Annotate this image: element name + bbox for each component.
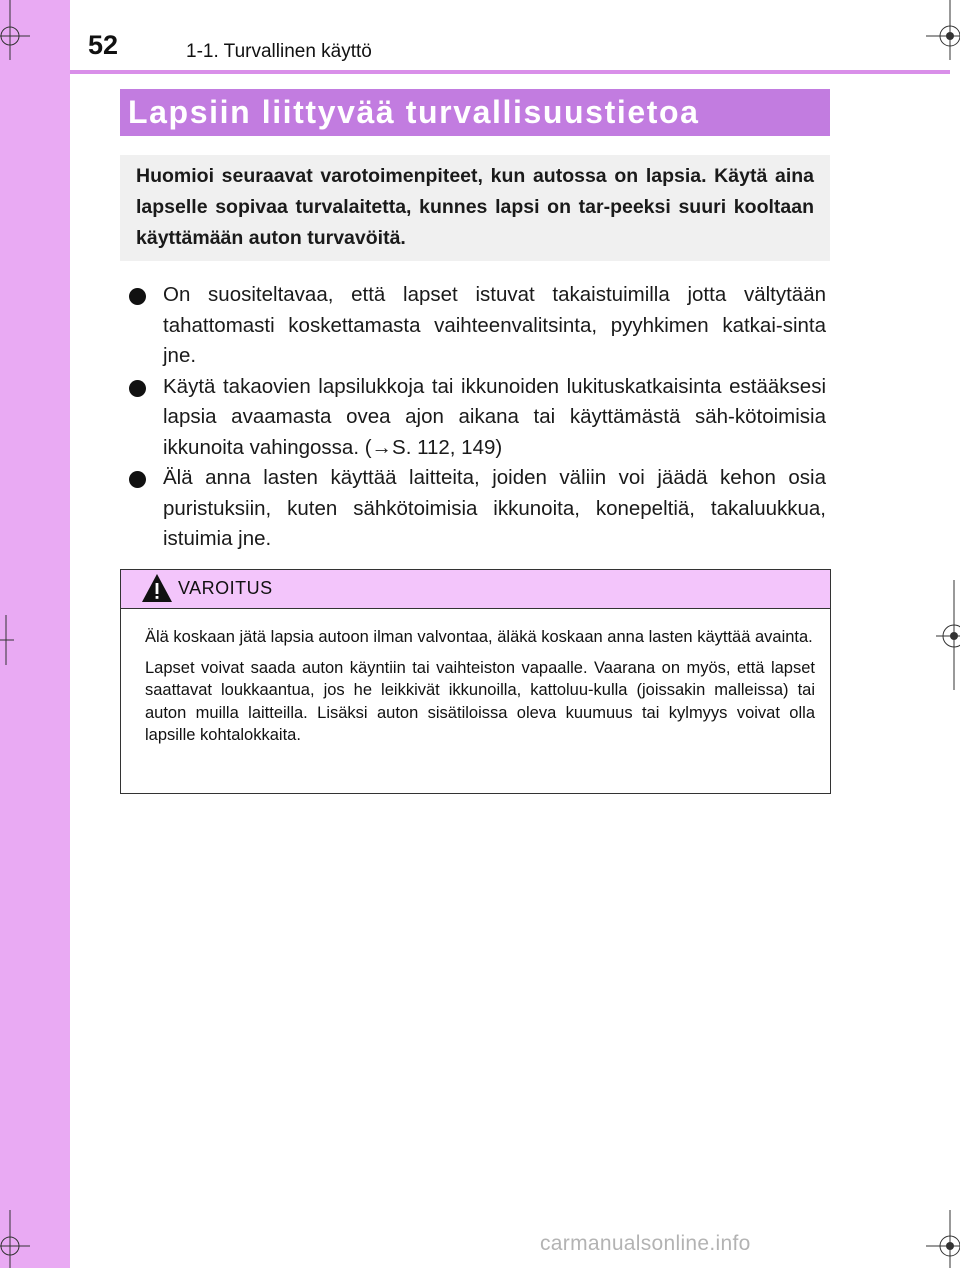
bullet-dot-icon <box>129 380 146 397</box>
header-rule <box>70 70 950 74</box>
section-title-bar <box>120 89 830 136</box>
warning-header <box>121 570 830 609</box>
bullet-dot-icon <box>129 471 146 488</box>
intro-box <box>120 155 830 261</box>
list-item-text: Käytä takaovien lapsilukkoja tai ikkunoiden lukituskatkaisinta estääksesi lapsia avaamasta ovea ajon aikana tai käyttämästä säh-kötoimisia ikkunoita vahingossa. (→S. 112, 149) <box>163 374 826 459</box>
warning-paragraph: Älä koskaan jätä lapsia autoon ilman valvontaa, äläkä koskaan anna lasten käyttää avainta. <box>145 628 813 646</box>
list-item-text: On suositeltavaa, että lapset istuvat takaistuimilla jotta vältytään tahattomasti koskettamasta vaihteenvalitsinta, pyyhkimen katkai-sinta jne. <box>163 283 826 367</box>
warning-paragraph: Lapset voivat saada auton käyntiin tai vaihteiston vapaalle. Vaarana on myös, että lapset saattavat loukkaantua, jos he leikkivät ikkunoilla, kattoluu-kulla (joissakin malleissa) tai auton muilla laitteilla. Lisäksi auton sisätiloissa oleva kuumuus tai kylmyys voivat olla lapsille kohtalokkaita. <box>145 658 815 744</box>
warning-label: VAROITUS <box>178 578 273 598</box>
list-item <box>126 463 826 555</box>
crop-mark-top-right <box>926 0 960 60</box>
warning-triangle-icon <box>141 573 173 603</box>
crop-mark-mid-left <box>0 615 14 665</box>
watermark: carmanualsonline.info <box>540 1232 751 1255</box>
list-item <box>126 372 826 464</box>
crop-mark-mid-right <box>936 580 960 690</box>
page-number: 52 <box>88 30 119 60</box>
section-reference: 1-1. Turvallinen käyttö <box>186 41 372 62</box>
crop-mark-top-left <box>0 0 30 60</box>
bullet-dot-icon <box>129 288 146 305</box>
warning-body <box>145 626 815 755</box>
list-item-text: Älä anna lasten käyttää laitteita, joiden väliin voi jäädä kehon osia puristuksiin, kuten sähkötoimisia ikkunoita, konepeltiä, takaluukkua, istuimia jne. <box>163 466 826 550</box>
bullet-list <box>126 280 826 555</box>
list-item <box>126 280 826 372</box>
section-title: Lapsiin liittyvää turvallisuustietoa <box>128 94 700 130</box>
crop-mark-bottom-left <box>0 1210 30 1268</box>
intro-text: Huomioi seuraavat varotoimenpiteet, kun autossa on lapsia. Käytä aina lapselle sopivaa turvalaitetta, kunnes lapsi on tar-peeksi suuri kooltaan käyttämään auton turvavöitä. <box>136 165 814 249</box>
crop-mark-bottom-right <box>926 1210 960 1268</box>
warning-box <box>120 569 831 794</box>
